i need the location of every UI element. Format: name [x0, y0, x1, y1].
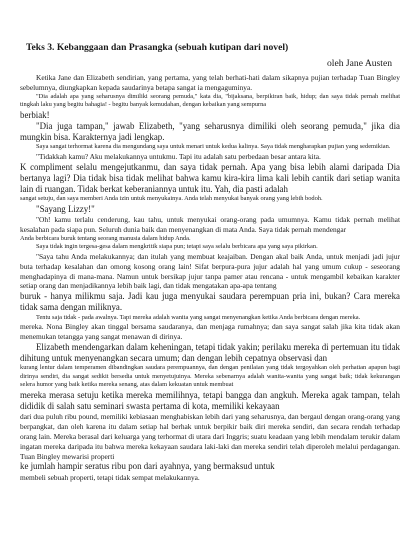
paragraph: Elizabeth mendengarkan dalam keheningan, tetapi tidak yakin; perilaku mereka di pertemuan itu tidak dihitung untuk menyenangkan secara umum; dan dengan lebih cepatnya observasi dan — [20, 341, 400, 363]
paragraph: "Oh! kamu terlalu cenderung, kau tahu, untuk menyukai orang-orang pada umumnya. Kamu tidak pernah melihat kesalahan pada siapa pun. Seluruh dunia baik dan menyenangkan di mata Anda. Saya tidak pernah mendengar — [20, 215, 400, 234]
paragraph: Ketika Jane dan Elizabeth sendirian, yang pertama, yang telah berhati-hati dalam sikapnya pujian terhadap Tuan Bingley sebelumnya, diungkapkan kepada saudarinya betapa sangat ia mengaguminya. — [20, 73, 400, 92]
document-body — [20, 73, 400, 482]
paragraph: "Dia juga tampan," jawab Elizabeth, "yang seharusnya dimiliki oleh seorang pemuda," jika dia mungkin bisa. Karakternya jadi lengkap. — [20, 120, 400, 143]
paragraph: kurang lentur dalam temperamen dibandingkan saudara perempuannya, dan dengan penilaian yang tidak tergoyahkan oleh perhatian apapun bagi dirinya sendiri, dia sangat sedikit bersedia untuk menyetujuinya. Mereka sebenarnya adalah wanita-wanita yang sangat baik; tidak kekurangan selera humor yang baik ketika mereka senang, atas dalam kekuatan untuk membuat — [20, 364, 400, 389]
paragraph: berbiak! — [20, 109, 50, 120]
paragraph: membeli sebuah properti, tetapi tidak sempat melakukannya. — [20, 472, 200, 482]
paragraph: sangat setuju, dan saya memberi Anda izin untuk menyukainya. Anda telah menyukai banyak orang yang lebih bodoh. — [20, 195, 323, 203]
paragraph: "Sayang Lizzy!" — [36, 203, 95, 214]
paragraph: "Saya tahu Anda melakukannya; dan itulah yang membuat keajaiban. Dengan akal baik Anda, untuk menjadi jadi jujur buta terhadap kesalahan dan omong kosong orang lain! Sifat berpura-pura jujur adalah hal yang umum cukup - seseorang menghadapinya di mana-mana. Namun untuk bersikap jujur tanpa pamer atau rencana - untuk mengambil kebaikan karakter setiap orang dan menjadikannya lebih baik lagi, dan tidak mengatakan apa-apa tentang — [20, 251, 400, 291]
document-title: Teks 3. Kebanggaan dan Prasangka (sebuah kutipan dari novel) — [26, 42, 289, 53]
paragraph: Tentu saja tidak - pada awalnya. Tapi mereka adalah wanita yang sangat menyenangkan ketika Anda berbicara dengan mereka. — [36, 313, 361, 321]
paragraph: Saya sangat terhormat karena dia mengundang saya untuk menari untuk kedua kalinya. Saya tidak mengharapkan pujian yang sedemikian. — [36, 143, 391, 151]
paragraph: Saya tidak ingin tergesa-gesa dalam mengkritik siapa pun; tetapi saya selalu berbicara apa yang saya pikirkan. — [36, 243, 318, 251]
paragraph: ke jumlah hampir seratus ribu pon dari ayahnya, yang bermaksud untuk — [20, 461, 275, 472]
paragraph: "Dia adalah apa yang seharusnya dimiliki seorang pemuda," kata dia, "bijaksana, berpikiran baik, hidup; dan saya tidak pernah melihat tingkah laku yang begitu bahagia! - begitu banyak kemudahan, dengan kebaikan yang sempurna — [20, 92, 400, 109]
paragraph: "Tidakkah kamu? Aku melakukannya untukmu. Tapi itu adalah satu perbedaan besar antara kita. — [36, 151, 321, 161]
document-author: oleh Jane Austen — [326, 58, 392, 69]
paragraph: mereka merasa setuju ketika mereka memilihnya, tetapi bangga dan angkuh. Mereka agak tampan, telah dididik di salah satu seminari swasta pertama di kota, memiliki kekayaan — [20, 389, 400, 412]
paragraph: Anda berbicara buruk tentang seorang manusia dalam hidup Anda. — [20, 234, 191, 242]
paragraph: K compliment selalu mengejutkanmu, dan saya tidak pernah. Apa yang bisa lebih alami daripada Dia bertanya lagi? Dia tidak bisa tidak melihat bahwa kamu kira-kira lima kali lebih cantik dari setiap wanita lain di ruangan. Tidak berkat keberaniannya untuk itu. Yah, dia pasti adalah — [20, 161, 400, 195]
paragraph: dari dua puluh ribu pound, memiliki kebiasaan menghabiskan lebih dari yang seharusnya, dan bergaul dengan orang-orang yang berpangkat, dan oleh karena itu dalam setiap hal berhak untuk berpikir baik diri mereka sendiri, dan secara rendah terhadap orang lain. Mereka berasal dari keluarga yang terhormat di utara dari Inggris; suatu keadaan yang lebih mendalam terukir dalam ingatan mereka daripada itu bahwa mereka kekayaan saudara laki-laki dan mereka sendiri telah diperoleh melalui perdagangan. Tuan Bingley mewarisi properti — [20, 412, 400, 461]
paragraph: buruk - hanya milikmu saja. Jadi kau juga menyukai saudara perempuan pria ini, bukan? Cara mereka tidak sama dengan miliknya. — [20, 291, 400, 313]
paragraph: mereka. Nona Bingley akan tinggal bersama saudaranya, dan menjaga rumahnya; dan saya sangat salah jika kita tidak akan menemukan tetangga yang sangat menawan di dirinya. — [20, 322, 400, 341]
